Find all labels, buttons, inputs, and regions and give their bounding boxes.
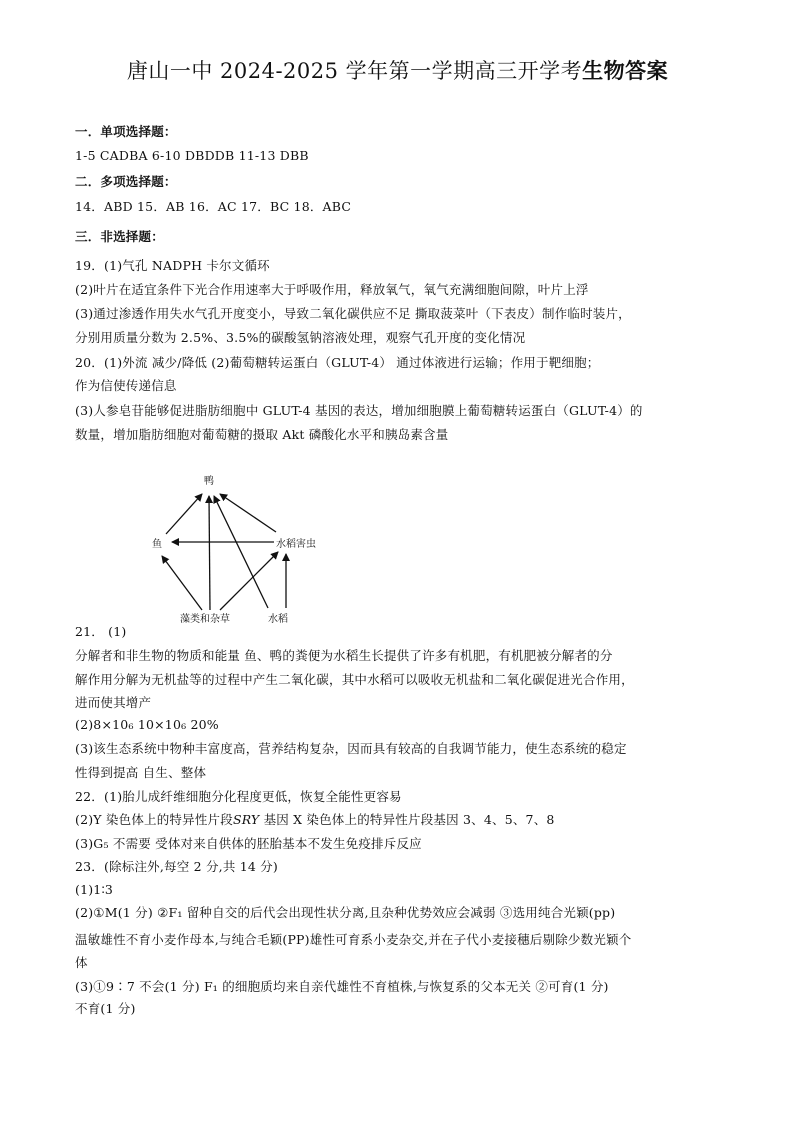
page-title xyxy=(0,57,795,85)
q23-line-7: 不育(1 分) xyxy=(75,1001,136,1016)
q22-line-2c: 基因 X 染色体上的特异性片段基因 3、4、5、7、8 xyxy=(259,812,555,827)
q21-line-7: 性得到提高 自生、整体 xyxy=(75,765,207,780)
node-rice: 水稻 xyxy=(268,614,288,625)
q19-line-3: (3)通过渗透作用失水气孔开度变小，导致二氧化碳供应不足 撕取菠菜叶（下表皮）制作临时装片， xyxy=(75,306,631,321)
section-non-choice: 三．非选择题： xyxy=(75,229,164,244)
q23-line-5: 体 xyxy=(75,955,88,970)
q23-line-4: 温敏雄性不育小麦作母本,与纯合毛颖(PP)雄性可育系小麦杂交,并在子代小麦接穗后剔除少数光颖个 xyxy=(75,932,632,947)
q22-line-2 xyxy=(75,812,555,828)
q21-line-2: 分解者和非生物的物质和能量 鱼、鸭的粪便为水稻生长提供了许多有机肥，有机肥被分解者的分 xyxy=(75,648,613,663)
q20-line-4: 数量，增加脂肪细胞对葡萄糖的摄取 Akt 磷酸化水平和胰岛素含量 xyxy=(75,427,449,442)
q21-line-6: (3)该生态系统中物种丰富度高，营养结构复杂，因而具有较高的自我调节能力，使生态系统的稳定 xyxy=(75,741,627,756)
node-duck: 鸭 xyxy=(204,476,214,487)
q19-line-4: 分别用质量分数为 2.5%、3.5%的碳酸氢钠溶液处理，观察气孔开度的变化情况 xyxy=(75,330,526,345)
q22-line-2a: (2)Y 染色体上的特异性片段 xyxy=(75,812,233,827)
q19-line-1: 19．(1)气孔 NADPH 卡尔文循环 xyxy=(75,258,270,273)
q21-line-1: 21． (1) xyxy=(75,624,127,639)
answers-single-choice: 1-5 CADBA 6-10 DBDDB 11-13 DBB xyxy=(75,148,309,163)
q22-line-3: (3)G₅ 不需要 受体对来自供体的胚胎基本不发生免疫排斥反应 xyxy=(75,836,422,851)
q20-line-3: (3)人参皂苷能够促进脂肪细胞中 GLUT-4 基因的表达，增加细胞膜上葡萄糖转运蛋白（GLUT-4）的 xyxy=(75,403,643,418)
q19-line-2: (2)叶片在适宜条件下光合作用速率大于呼吸作用，释放氧气，氧气充满细胞间隙，叶片上浮 xyxy=(75,282,589,297)
title-bold: 生物答案 xyxy=(582,58,669,83)
arrow-algae-to-duck xyxy=(209,496,210,610)
q21-line-5: (2)8×10₆ 10×10₆ 20% xyxy=(75,717,219,732)
answers-multi-choice: 14．ABD 15．AB 16．AC 17．BC 18．ABC xyxy=(75,199,352,214)
arrow-fish-to-duck xyxy=(166,494,202,534)
arrow-algae-to-pest xyxy=(220,552,278,610)
node-fish: 鱼 xyxy=(152,539,162,550)
food-web-diagram xyxy=(140,466,340,630)
q23-line-6: (3)①9∶7 不会(1 分) F₁ 的细胞质均来自亲代雄性不育植株,与恢复系的父本无关 ②可育(1 分) xyxy=(75,979,609,994)
section-multi-choice: 二．多项选择题： xyxy=(75,174,177,189)
q21-line-4: 进而使其增产 xyxy=(75,695,152,710)
q23-line-3: (2)①M(1 分) ②F₁ 留种自交的后代会出现性状分离,且杂种优势效应会减弱 ③选用纯合光颖(pp) xyxy=(75,905,616,920)
q20-line-1: 20．(1)外流 减少/降低 (2)葡萄糖转运蛋白（GLUT-4） 通过体液进行运输；作用于靶细胞； xyxy=(75,355,600,370)
arrow-algae-to-fish xyxy=(162,556,202,610)
title-main: 唐山一中 2024-2025 学年第一学期高三开学考 xyxy=(126,59,583,83)
node-algae: 藻类和杂草 xyxy=(180,614,230,625)
q20-line-2: 作为信使传递信息 xyxy=(75,378,177,393)
q21-line-3: 解作用分解为无机盐等的过程中产生二氧化碳，其中水稻可以吸收无机盐和二氧化碳促进光合作用， xyxy=(75,672,634,687)
q23-line-1: 23．(除标注外,每空 2 分,共 14 分) xyxy=(75,859,278,874)
section-single-choice: 一．单项选择题： xyxy=(75,124,177,139)
q22-sry: SRY xyxy=(232,812,260,827)
arrow-rice-to-duck xyxy=(214,496,268,608)
node-pest: 水稻害虫 xyxy=(276,539,316,550)
q23-line-2: (1)1∶3 xyxy=(75,882,114,897)
q22-line-1: 22．(1)胎儿成纤维细胞分化程度更低，恢复全能性更容易 xyxy=(75,789,402,804)
